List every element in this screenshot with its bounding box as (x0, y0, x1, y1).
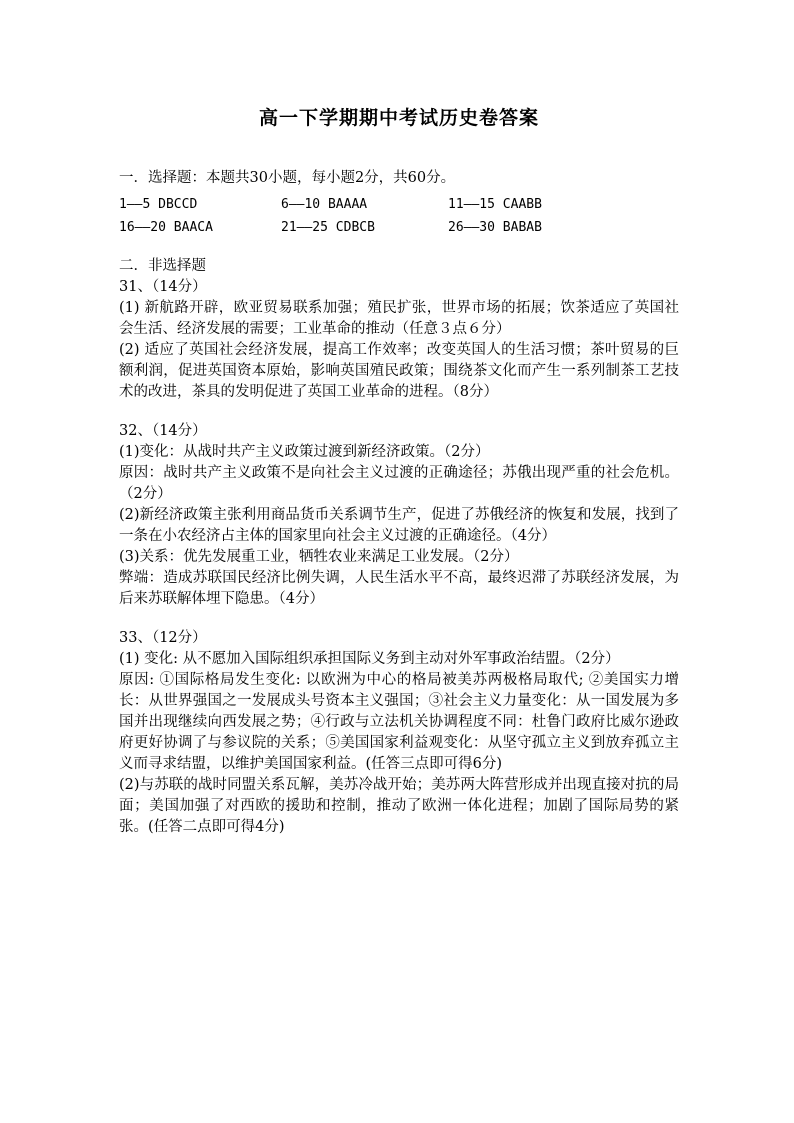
part2-heading: 二．非选择题 (119, 258, 206, 274)
answer-paragraph: 弊端：造成苏联国民经济比例失调，人民生活水平不高，最终迟滞了苏联经济发展，为后来苏联解体埋下隐患。（4分） (119, 570, 679, 607)
part1-heading: 一．选择题：本题共30小题，每小题2分，共60分。 (119, 170, 456, 186)
answer-paragraph: (1)变化：从战时共产主义政策过渡到新经济政策。（2分） (119, 444, 490, 460)
answer-paragraph: 原因：战时共产主义政策不是向社会主义过渡的正确途径；苏俄出现严重的社会危机。（2分） (119, 465, 679, 502)
answer-group: 16——20 BAACA (119, 220, 213, 235)
answer-group: 6——10 BAAAA (281, 197, 368, 212)
answer-paragraph: (2)与苏联的战时同盟关系瓦解，美苏冷战开始；美苏两大阵营形成并出现直接对抗的局面；美国加强了对西欧的援助和控制，推动了欧洲一体化进程；加剧了国际局势的紧张。(任答二点即可得4分) (119, 777, 679, 835)
answer-row (119, 216, 679, 239)
answer-paragraph: (3)关系：优先发展重工业，牺牲农业来满足工业发展。（2分） (119, 549, 519, 565)
multiple-choice-answers (119, 193, 679, 239)
question-33 (119, 628, 679, 838)
answer-paragraph: (2) 适应了英国社会经济发展，提高工作效率；改变英国人的生活习惯；茶叶贸易的巨额利润，促进英国资本原始，影响英国殖民政策；围绕茶文化而产生一系列制茶工艺技术的改进，茶具的发明促进了英国工业革命的进程。（8分） (119, 342, 679, 400)
answer-paragraph: (1) 变化: 从不愿加入国际组织承担国际义务到主动对外军事政治结盟。（2分） (119, 651, 620, 667)
question-number: 31、（14分） (119, 279, 207, 295)
answer-group: 21——25 CDBCB (281, 220, 375, 235)
answer-group: 11——15 CAABB (448, 197, 542, 212)
answer-paragraph: (1) 新航路开辟，欧亚贸易联系加强；殖民扩张，世界市场的拓展；饮茶适应了英国社会生活、经济发展的需要；工业革命的推动（任意３点６分） (119, 300, 679, 337)
question-number: 32、（14分） (119, 423, 207, 439)
answer-paragraph: (2)新经济政策主张利用商品货币关系调节生产，促进了苏俄经济的恢复和发展，找到了一条在小农经济占主体的国家里向社会主义过渡的正确途径。（4分） (119, 507, 679, 544)
answer-row (119, 193, 679, 216)
answer-group: 1——5 DBCCD (119, 197, 198, 212)
question-number: 33、（12分） (119, 630, 207, 646)
question-32 (119, 421, 679, 610)
question-31 (119, 277, 679, 403)
page-title: 高一下学期期中考试历史卷答案 (258, 107, 539, 129)
answer-group: 26——30 BABAB (448, 220, 542, 235)
answer-paragraph: 原因: ①国际格局发生变化: 以欧洲为中心的格局被美苏两极格局取代; ②美国实力增长：从世界强国之一发展成头号资本主义强国；③社会主义力量变化：从一国发展为多国并出现继续向西发展之势；④行政与立法机关协调程度不同：杜鲁门政府比威尔逊政府更好协调了与参议院的关系；⑤美国国家利益观变化：从坚守孤立主义到放弃孤立主义而寻求结盟，以维护美国国家利益。(任答三点即可得6分) (119, 672, 679, 772)
